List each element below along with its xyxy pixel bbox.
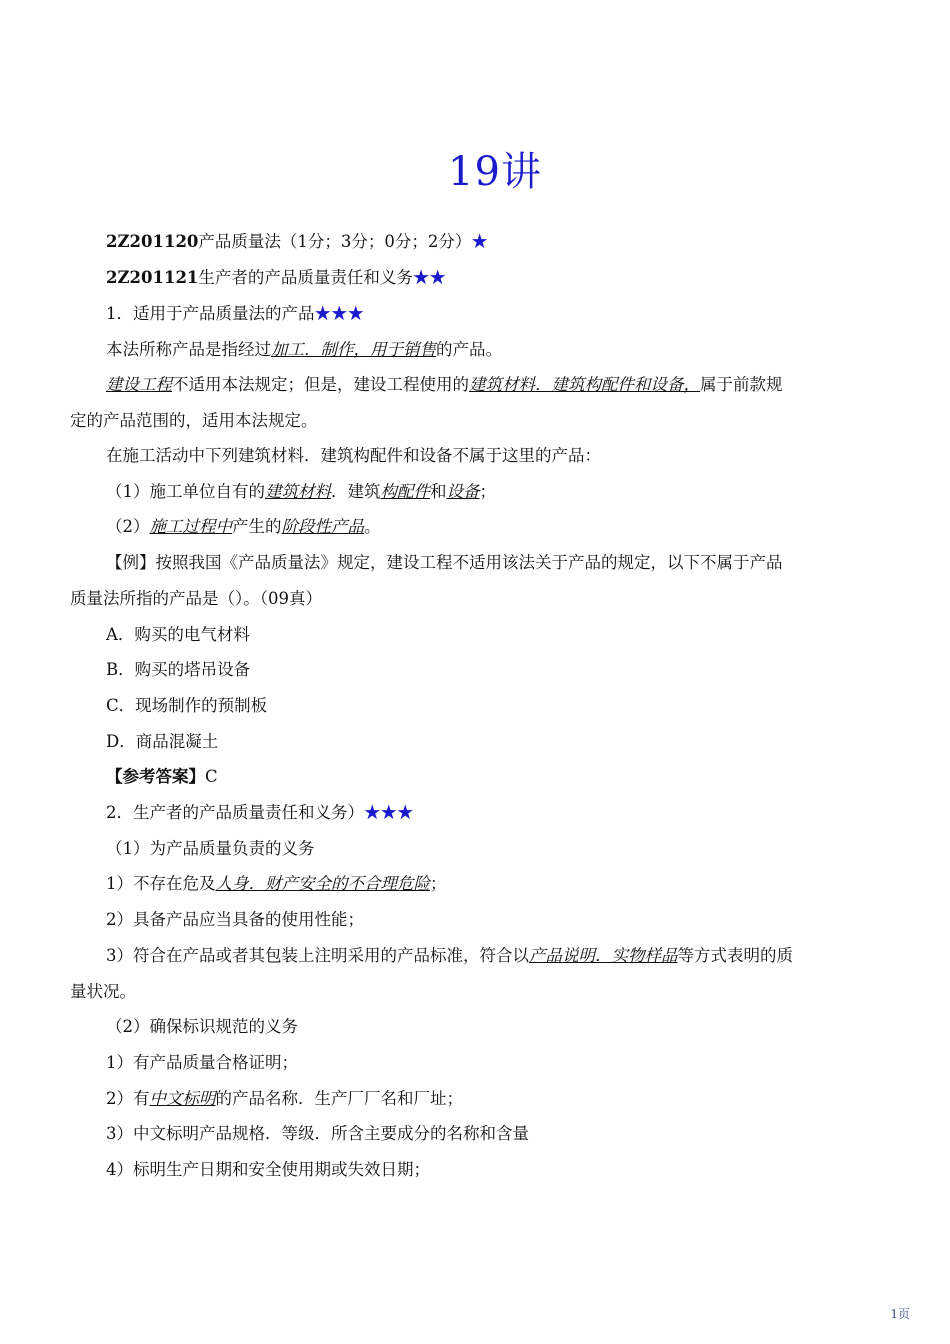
- underlined-term: 中文标明: [149, 1089, 216, 1108]
- heading-2z201120: [106, 231, 488, 253]
- text-run: 产生的: [232, 517, 282, 536]
- text-run: 属于前款规: [700, 375, 783, 394]
- star-rating: ★★★: [314, 304, 364, 323]
- star-rating: ★★★: [364, 803, 414, 822]
- underlined-term: 施工过程中: [149, 517, 232, 536]
- underlined-term: 建筑材料．建筑构配件和设备，: [469, 375, 700, 394]
- underlined-term: 建设工程: [106, 375, 172, 394]
- text-run: 等方式表明的质: [677, 946, 793, 965]
- option-b: B．购买的塔吊设备: [106, 660, 251, 679]
- underlined-term: 加工．制作，用于销售: [271, 340, 436, 359]
- section-code: 2Z201120: [106, 232, 199, 251]
- option-c: C．现场制作的预制板: [106, 696, 268, 715]
- text-run: ；: [430, 874, 447, 893]
- obligation-2-item-4: 4）标明生产日期和安全使用期或失效日期；: [106, 1160, 430, 1179]
- paragraph-product-definition: [106, 339, 502, 361]
- list-item-1: [106, 481, 496, 503]
- obligation-1-heading: （1）为产品质量负责的义务: [106, 839, 315, 858]
- page-title: 19讲: [448, 149, 542, 195]
- section-code: 2Z201121: [106, 268, 199, 287]
- text-run: 的产品。: [436, 340, 502, 359]
- subheading-text: 1．适用于产品质量法的产品: [106, 304, 315, 323]
- list-item-2: [106, 516, 381, 538]
- text-run: 本法所称产品是指经过: [106, 340, 271, 359]
- subheading-2: [106, 802, 414, 824]
- obligation-1-item-3: [106, 945, 793, 967]
- star-rating: ★: [471, 232, 488, 251]
- obligation-2-item-1: 1）有产品质量合格证明；: [106, 1053, 298, 1072]
- page-number: 1页: [890, 1307, 910, 1321]
- underlined-term: 产品说明．实物样品: [529, 946, 678, 965]
- answer-label: 【参考答案】: [106, 767, 205, 786]
- text-run: ．建筑: [331, 482, 381, 501]
- option-a: A．购买的电气材料: [106, 625, 250, 644]
- underlined-term: 人身．财产安全的不合理危险: [215, 874, 430, 893]
- paragraph-not-products: 在施工活动中下列建筑材料．建筑构配件和设备不属于这里的产品：: [106, 446, 601, 465]
- paragraph-continuation: 定的产品范围的，适用本法规定。: [70, 411, 318, 430]
- underlined-term: 设备: [446, 482, 480, 501]
- section-text: 生产者的产品质量责任和义务: [198, 268, 413, 287]
- text-run: （1）施工单位自有的: [106, 482, 265, 501]
- obligation-1-item-3-continuation: 量状况。: [70, 982, 136, 1001]
- text-run: 3）符合在产品或者其包装上注明采用的产品标准，符合以: [106, 946, 529, 965]
- text-run: 不适用本法规定；但是，建设工程使用的: [172, 375, 469, 394]
- example-question: 【例】按照我国《产品质量法》规定，建设工程不适用该法关于产品的规定，以下不属于产品: [106, 553, 783, 572]
- subheading-text: 2．生产者的产品质量责任和义务）: [106, 803, 364, 822]
- text-run: 和: [430, 482, 447, 501]
- answer-value: C: [205, 767, 218, 786]
- underlined-term: 阶段性产品: [281, 517, 364, 536]
- obligation-2-item-2: [106, 1088, 463, 1110]
- paragraph-construction-exclusion: [106, 374, 783, 396]
- obligation-2-heading: （2）确保标识规范的义务: [106, 1017, 298, 1036]
- obligation-1-item-1: [106, 873, 447, 895]
- subheading-1: [106, 303, 364, 325]
- text-run: 。: [364, 517, 381, 536]
- example-question-continuation: 质量法所指的产品是（）。（09真）: [70, 589, 322, 608]
- text-run: 2）有: [106, 1089, 150, 1108]
- obligation-1-item-2: 2）具备产品应当具备的使用性能；: [106, 910, 364, 929]
- underlined-term: 建筑材料: [265, 482, 331, 501]
- text-run: （2）: [106, 517, 150, 536]
- text-run: 1）不存在危及: [106, 874, 216, 893]
- heading-2z201121: [106, 267, 446, 289]
- obligation-2-item-3: 3）中文标明产品规格．等级．所含主要成分的名称和含量: [106, 1124, 529, 1143]
- underlined-term: 构配件: [380, 482, 430, 501]
- option-d: D．商品混凝土: [106, 732, 219, 751]
- text-run: ；: [479, 482, 496, 501]
- text-run: 的产品名称．生产厂厂名和厂址；: [215, 1089, 463, 1108]
- reference-answer: [106, 766, 218, 788]
- section-text: 产品质量法（1分；3分；0分；2分）: [198, 232, 472, 251]
- star-rating: ★★: [412, 268, 446, 287]
